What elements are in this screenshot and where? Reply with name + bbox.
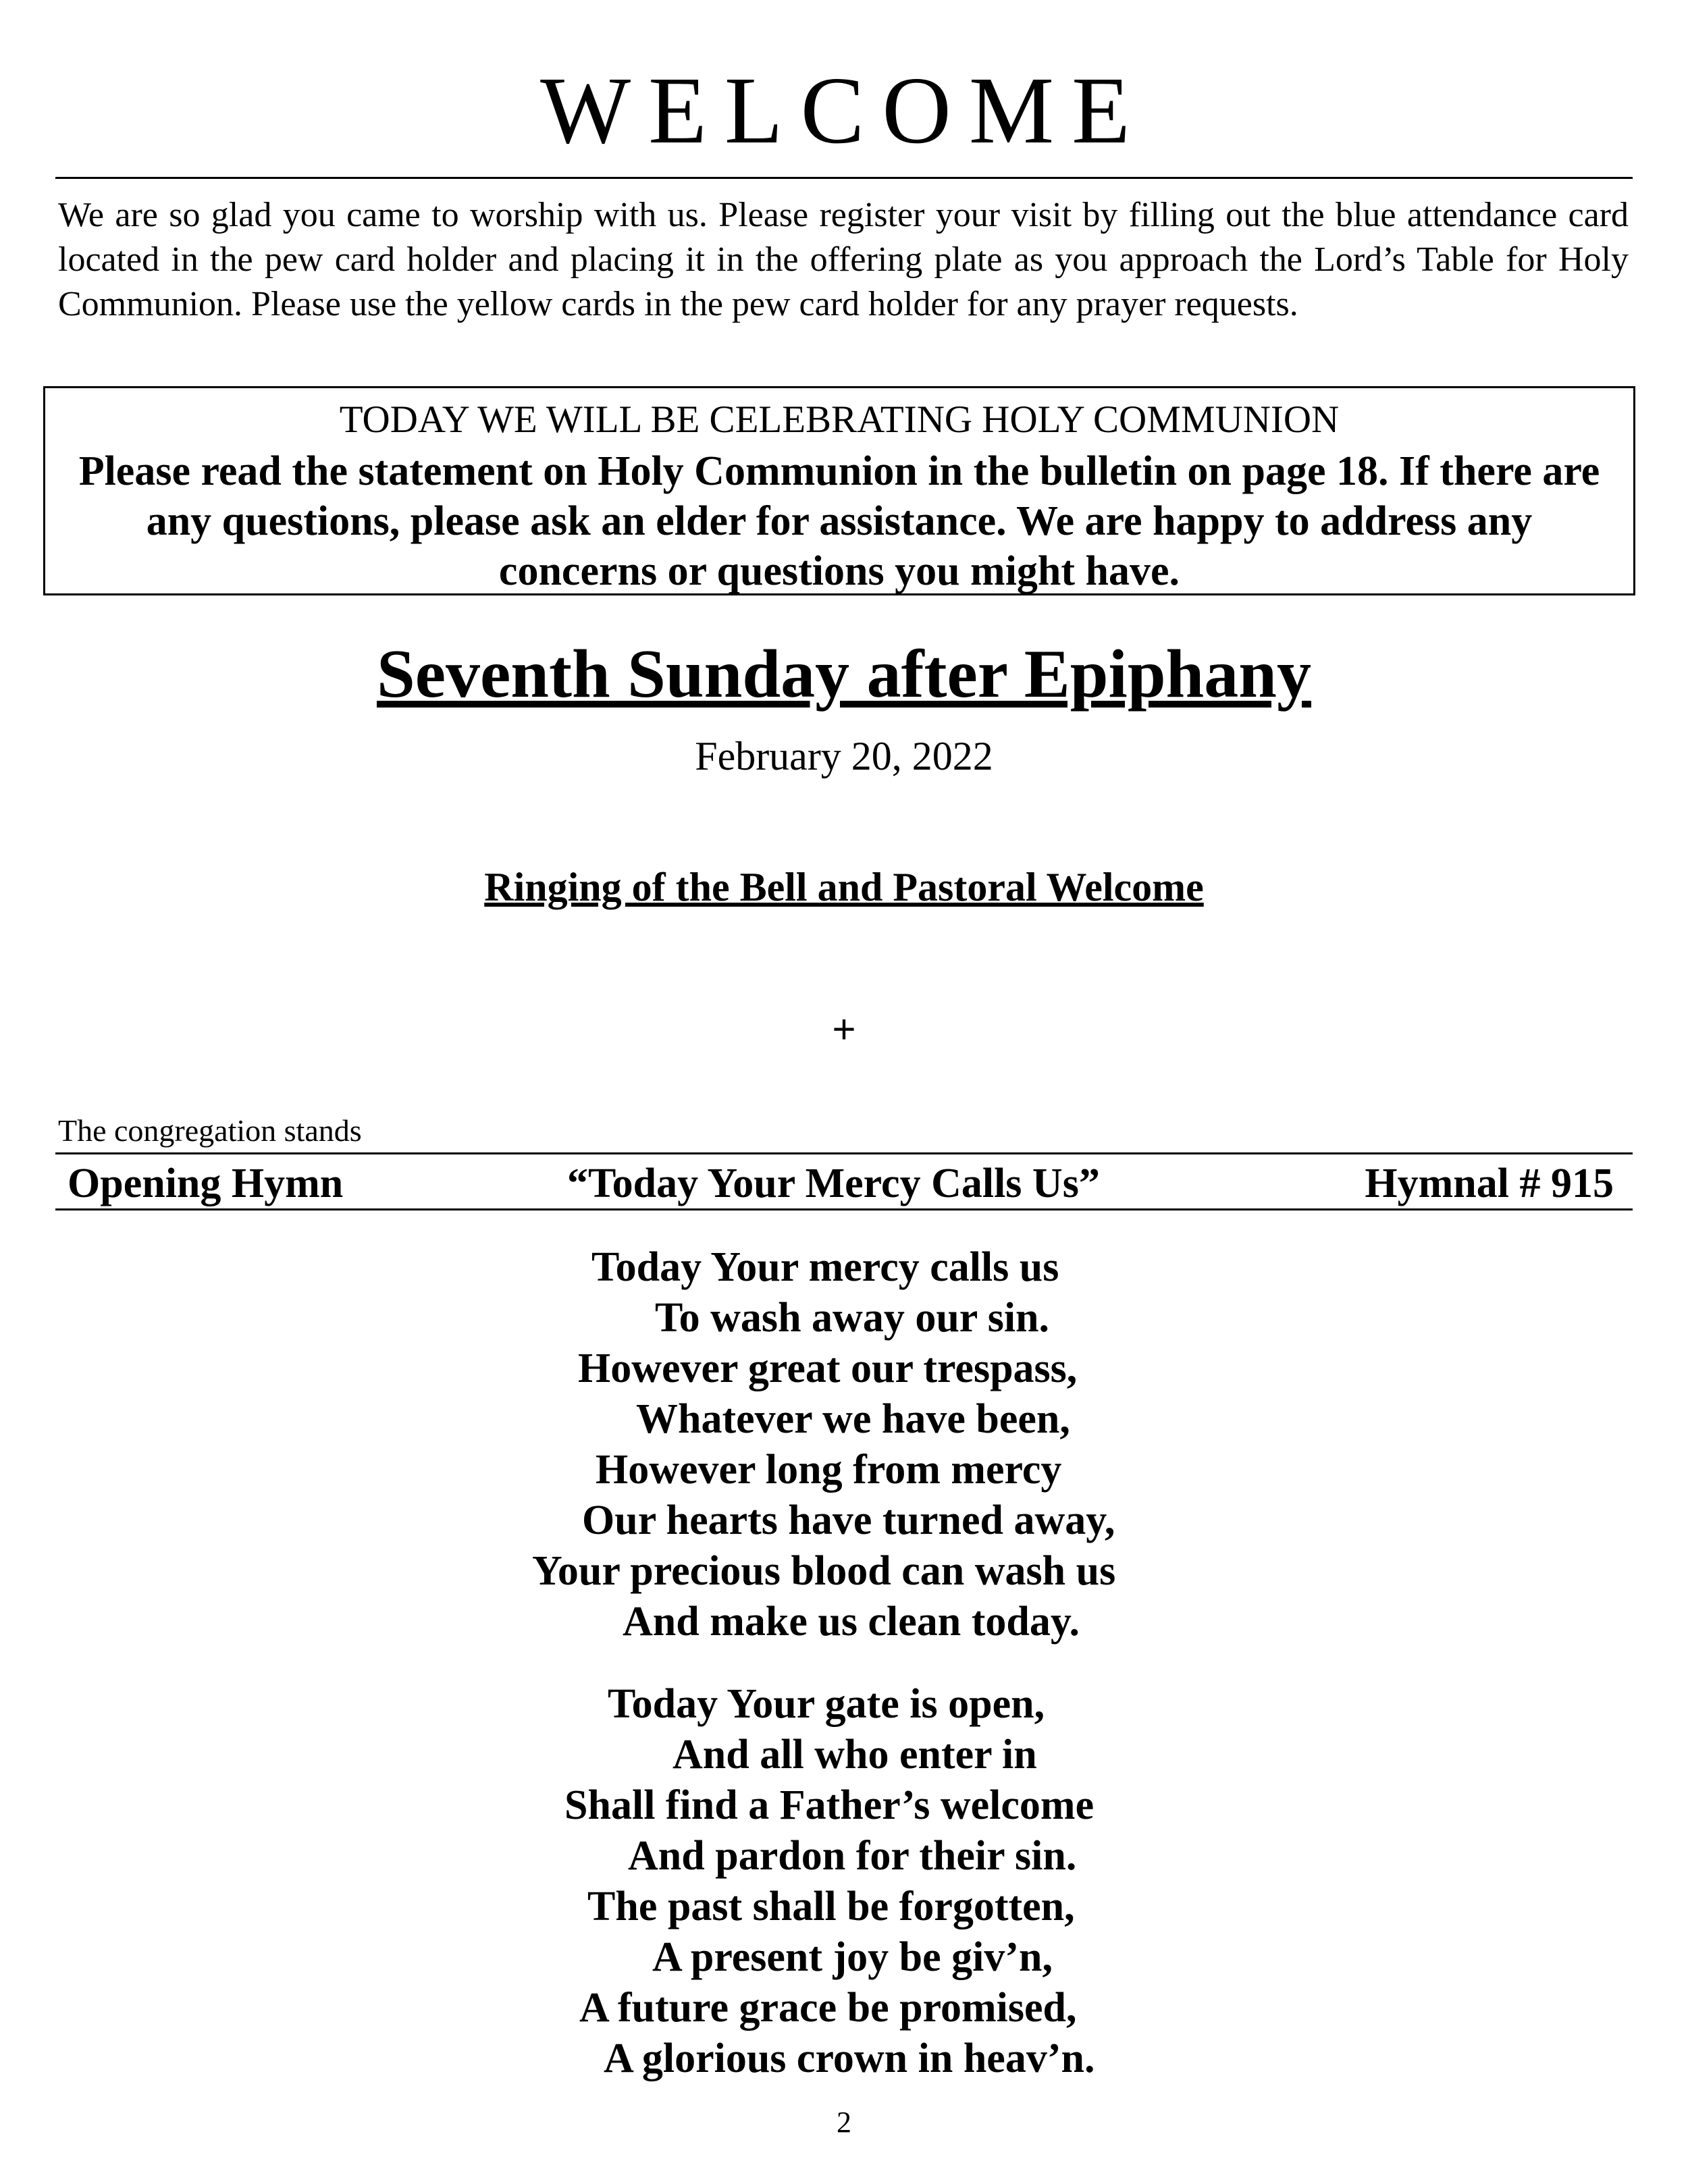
hymn-bottom-rule xyxy=(55,1208,1633,1210)
hymn-verse-2 xyxy=(0,1679,1688,2084)
page-number: 2 xyxy=(837,2106,851,2139)
verse-line: To wash away our sin. xyxy=(655,1295,1050,1341)
verse-line: The past shall be forgotten, xyxy=(587,1884,1075,1929)
verse-line: And make us clean today. xyxy=(623,1599,1080,1645)
hymn-number: Hymnal # 915 xyxy=(1365,1161,1614,1206)
verse-line: Today Your mercy calls us xyxy=(591,1244,1059,1290)
service-date: February 20, 2022 xyxy=(695,734,993,778)
welcome-paragraph: We are so glad you came to worship with us. Please register your visit by filling out the blue attendance card located in the pew card holder and placing it in the offering plate as you approach the Lord’s Table for Holy Communion. Please use the yellow cards in the pew card holder for any prayer requests. xyxy=(58,196,1629,323)
service-title: Seventh Sunday after Epiphany xyxy=(376,636,1312,712)
communion-notice-title: TODAY WE WILL BE CELEBRATING HOLY COMMUNION xyxy=(339,398,1340,441)
page-title: WELCOME xyxy=(540,57,1148,163)
verse-line: And all who enter in xyxy=(672,1732,1037,1778)
hymn-top-rule xyxy=(55,1152,1633,1154)
ringing-heading: Ringing of the Bell and Pastoral Welcome xyxy=(484,865,1204,909)
verse-line: Your precious blood can wash us xyxy=(532,1548,1116,1594)
rubric-congregation-stands: The congregation stands xyxy=(58,1113,362,1148)
verse-line: Our hearts have turned away, xyxy=(582,1497,1115,1543)
hymn-verse-1 xyxy=(0,1242,1688,1647)
communion-notice-body: Please read the statement on Holy Communion in the bulletin on page 18. If there are any questions, please ask an elder for assistance. We are happy to address any concerns or questions you might have. xyxy=(78,448,1600,594)
communion-notice-box xyxy=(43,386,1635,595)
verse-line: A glorious crown in heav’n. xyxy=(604,2035,1095,2081)
verse-line: A present joy be giv’n, xyxy=(652,1934,1053,1980)
verse-line: Shall find a Father’s welcome xyxy=(564,1782,1094,1828)
verse-line: A future grace be promised, xyxy=(579,1985,1077,2031)
verse-line: Whatever we have been, xyxy=(636,1396,1070,1442)
verse-line: And pardon for their sin. xyxy=(628,1833,1077,1879)
hymn-label: Opening Hymn xyxy=(68,1161,344,1206)
verse-line: However great our trespass, xyxy=(578,1346,1078,1391)
hymn-header-row xyxy=(68,1160,1614,1214)
hymn-title: “Today Your Mercy Calls Us” xyxy=(567,1161,1100,1206)
title-divider xyxy=(55,177,1633,179)
cross-symbol: + xyxy=(832,1007,856,1052)
verse-line: Today Your gate is open, xyxy=(608,1681,1045,1727)
verse-line: However long from mercy xyxy=(596,1447,1062,1493)
